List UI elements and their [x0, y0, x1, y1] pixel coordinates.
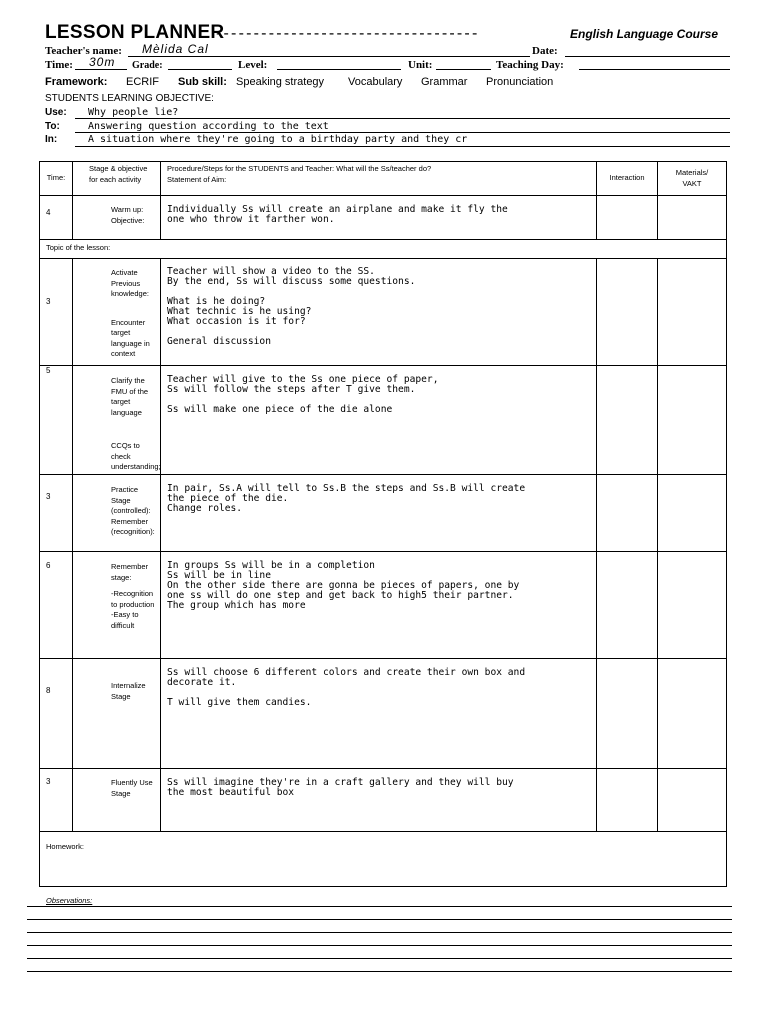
in-label: In: — [45, 134, 58, 145]
row-stage — [73, 475, 161, 552]
header-materials: Materials/ VAKT — [658, 162, 727, 196]
row-procedure-text: Ss will choose 6 different colors and create their own box and decorate it. T will give them candies. — [167, 667, 526, 708]
lesson-plan-table — [39, 161, 727, 887]
table-row — [40, 259, 727, 366]
title-dashes: ----------------------------------- — [216, 25, 480, 42]
row-procedure-text: Teacher will show a video to the SS. By the end, Ss will discuss some questions. What is he doing? What technic is he using? What occasion is it for? General discussion — [167, 266, 416, 347]
to-value: Answering question according to the text — [88, 121, 329, 132]
warmup-procedure-text: Individually Ss will create an airplane and make it fly the one who throw it farther won. — [167, 204, 508, 225]
framework-value: ECRIF — [126, 76, 159, 88]
observation-line — [27, 971, 732, 972]
row-procedure — [161, 259, 597, 366]
table-row — [40, 196, 727, 240]
teacher-name-value: Mèlida Cal — [142, 42, 209, 56]
subskill-pronunciation: Pronunciation — [486, 76, 554, 88]
in-line — [75, 146, 730, 147]
table-row — [40, 475, 727, 552]
row-time: 8 — [40, 659, 73, 769]
header-stage: Stage & objective for each activity — [73, 162, 161, 196]
row-stage-b: Encounter target language in context — [111, 317, 150, 358]
row-stage-a: Remember stage: — [111, 562, 149, 582]
homework-row — [40, 832, 727, 887]
teacher-name-label: Teacher's name: — [45, 45, 122, 57]
row-interaction — [597, 366, 658, 475]
header-interaction: Interaction — [597, 162, 658, 196]
row-stage-a: Fluently Use Stage — [111, 778, 153, 798]
grade-line — [168, 69, 232, 70]
time-line — [75, 69, 127, 70]
row-time: 3 — [40, 259, 73, 366]
warmup-interaction — [597, 196, 658, 240]
in-value: A situation where they're going to a birthday party and they cr — [88, 134, 468, 145]
table-row — [40, 552, 727, 659]
row-procedure — [161, 659, 597, 769]
row-procedure — [161, 552, 597, 659]
unit-label: Unit: — [408, 59, 433, 71]
subskill-label: Sub skill: — [178, 76, 227, 88]
row-materials — [658, 366, 727, 475]
row-stage-a: Practice Stage (controlled): Remember (recognition): — [111, 485, 155, 536]
level-line — [277, 69, 401, 70]
use-value: Why people lie? — [88, 107, 179, 118]
warmup-stage: Warm up: Objective: — [73, 196, 161, 240]
row-materials — [658, 659, 727, 769]
row-materials — [658, 259, 727, 366]
row-stage — [73, 259, 161, 366]
observations-label: Observations: — [46, 896, 93, 905]
header-time: Time: — [40, 162, 73, 196]
row-procedure-text: Ss will imagine they're in a craft gallery and they will buy the most beautiful box — [167, 777, 514, 798]
page-title: LESSON PLANNER — [45, 22, 225, 43]
teaching-day-line — [579, 69, 730, 70]
teaching-day-label: Teaching Day: — [496, 59, 564, 71]
homework-label: Homework: — [40, 832, 727, 887]
row-interaction — [597, 769, 658, 832]
row-stage-a: Activate Previous knowledge: — [111, 268, 149, 298]
row-interaction — [597, 552, 658, 659]
row-stage — [73, 659, 161, 769]
table-row — [40, 659, 727, 769]
warmup-materials — [658, 196, 727, 240]
row-stage — [73, 366, 161, 475]
header-procedure-line2: Statement of Aim: — [167, 175, 227, 184]
table-header-row — [40, 162, 727, 196]
header-procedure-line1: Procedure/Steps for the STUDENTS and Teacher: What will the Ss/teacher do? — [167, 164, 432, 173]
subskill-grammar: Grammar — [421, 76, 468, 88]
row-procedure-text: In pair, Ss.A will tell to Ss.B the steps and Ss.B will create the piece of the die. Change roles. — [167, 483, 526, 514]
date-label: Date: — [532, 45, 558, 57]
row-procedure-text: Teacher will give to the Ss one piece of paper, Ss will follow the steps after T give them. Ss will make one piece of the die alone — [167, 374, 439, 415]
row-stage — [73, 552, 161, 659]
row-time: 3 — [40, 475, 73, 552]
objectives-heading: STUDENTS LEARNING OBJECTIVE: — [45, 93, 214, 104]
date-line — [565, 56, 730, 57]
row-stage-a: Clarify the FMU of the target language — [111, 376, 149, 417]
framework-label: Framework: — [45, 76, 108, 88]
topic-label: Topic of the lesson: — [40, 240, 727, 259]
time-label: Time: — [45, 59, 73, 71]
row-time: 6 — [40, 552, 73, 659]
observation-line — [27, 919, 732, 920]
row-stage — [73, 769, 161, 832]
row-procedure — [161, 475, 597, 552]
header-procedure — [161, 162, 597, 196]
topic-row — [40, 240, 727, 259]
course-name: English Language Course — [570, 27, 719, 41]
subskill-speaking: Speaking strategy — [236, 76, 325, 88]
row-time: 3 — [40, 769, 73, 832]
observation-line — [27, 906, 732, 907]
to-line — [75, 132, 730, 133]
row-stage-b: -Recognition to production -Easy to difficult — [111, 589, 155, 630]
grade-label: Grade: — [132, 60, 163, 71]
to-label: To: — [45, 121, 60, 132]
table-row — [40, 769, 727, 832]
level-label: Level: — [238, 59, 268, 71]
row-interaction — [597, 475, 658, 552]
use-label: Use: — [45, 107, 67, 118]
row-procedure-text: In groups Ss will be in a completion Ss will be in line On the other side there are gonna be pieces of papers, one by one ss will do one step and get back to high5 their partner. The group which has more — [167, 560, 520, 611]
warmup-procedure — [161, 196, 597, 240]
table-row — [40, 366, 727, 475]
teacher-name-line — [128, 56, 530, 57]
observation-line — [27, 932, 732, 933]
row-materials — [658, 769, 727, 832]
row-stage-b: CCQs to check understanding; — [111, 441, 161, 471]
subskill-vocabulary: Vocabulary — [348, 76, 403, 88]
row-procedure — [161, 769, 597, 832]
observation-line — [27, 945, 732, 946]
row-interaction — [597, 259, 658, 366]
use-line — [75, 118, 730, 119]
row-procedure — [161, 366, 597, 475]
unit-line — [436, 69, 491, 70]
row-materials — [658, 552, 727, 659]
row-materials — [658, 475, 727, 552]
row-time: 5 — [40, 366, 73, 475]
row-stage-a: Internalize Stage — [111, 681, 146, 701]
warmup-time: 4 — [40, 196, 73, 240]
row-interaction — [597, 659, 658, 769]
time-value: 30m — [89, 55, 116, 69]
observation-line — [27, 958, 732, 959]
